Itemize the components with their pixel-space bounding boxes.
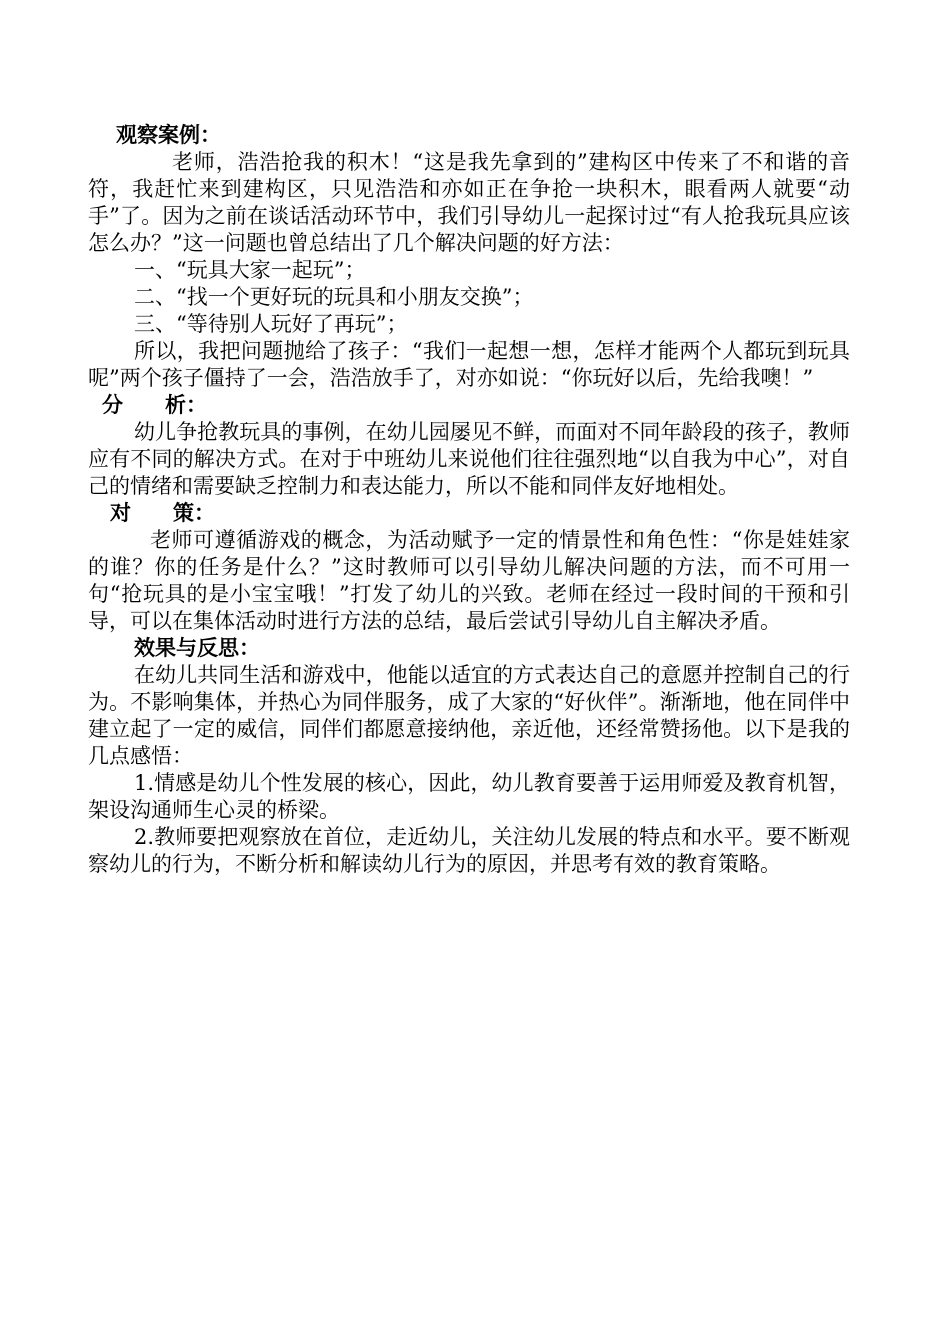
analysis-heading: 分 析： <box>102 393 207 417</box>
strategy-heading: 对 策： <box>110 501 215 525</box>
strategy-text: 老师可遵循游戏的概念，为活动赋予一定的情景性和角色性：“你是娃娃家的谁？你的任务是什么？”这时教师可以引导幼儿解决问题的方法，而不可用一句“抢玩具的是小宝宝哦！”打发了幼儿的兴致。老师在经过一段时间的干预和引导，可以在集体活动时进行方法的总结，最后尝试引导幼儿自主解决矛盾。 <box>88 528 850 633</box>
analysis-text: 幼儿争抢教玩具的事例，在幼儿园屡见不鲜，而面对不同年龄段的孩子，教师应有不同的解决方式。在对于中班幼儿来说他们往往强烈地“以自我为中心”，对自己的情绪和需要缺乏控制力和表达能力，所以不能和同伴友好地相处。 <box>88 420 850 498</box>
reflection-heading: 效果与反思： <box>134 636 260 660</box>
method-item: 三、“等待别人玩好了再玩”； <box>134 312 408 336</box>
observation-heading: 观察案例： <box>116 123 221 147</box>
reflection-point: 2.教师要把观察放在首位，走近幼儿，关注幼儿发展的特点和水平。要不断观察幼儿的行为，不断分析和解读幼儿行为的原因，并思考有效的教育策略。 <box>88 825 850 876</box>
document-page <box>88 122 850 878</box>
reflection-point: 1.情感是幼儿个性发展的核心，因此，幼儿教育要善于运用师爱及教育机智，架设沟通师生心灵的桥梁。 <box>88 771 850 822</box>
reflection-text: 在幼儿共同生活和游戏中，他能以适宜的方式表达自己的意愿并控制自己的行为。不影响集体，并热心为同伴服务，成了大家的“好伙伴”。渐渐地，他在同伴中建立起了一定的威信，同伴们都愿意接纳他，亲近他，还经常赞扬他。以下是我的几点感悟： <box>88 663 850 768</box>
method-item: 二、“找一个更好玩的玩具和小朋友交换”； <box>134 285 534 309</box>
method-item: 一、“玩具大家一起玩”； <box>134 258 366 282</box>
observation-conclusion: 所以，我把问题抛给了孩子：“我们一起想一想，怎样才能两个人都玩到玩具呢”两个孩子僵持了一会，浩浩放手了，对亦如说：“你玩好以后，先给我噢！” <box>88 339 850 390</box>
observation-intro: 老师，浩浩抢我的积木！“这是我先拿到的”建构区中传来了不和谐的音符，我赶忙来到建构区，只见浩浩和亦如正在争抢一块积木，眼看两人就要“动手”了。因为之前在谈话活动环节中，我们引导幼儿一起探讨过“有人抢我玩具应该怎么办？”这一问题也曾总结出了几个解决问题的好方法： <box>88 150 850 255</box>
